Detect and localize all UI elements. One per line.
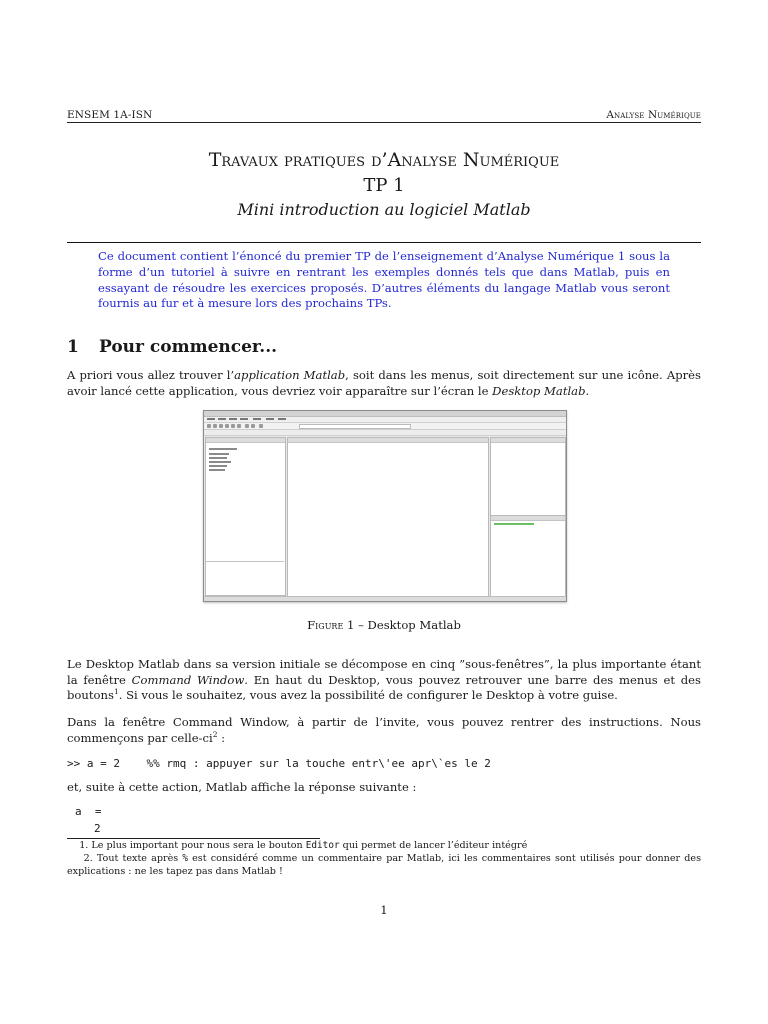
- text-run: Le plus important pour nous sera le bouton: [88, 840, 306, 851]
- title-rule: [67, 242, 701, 243]
- screenshot-details-divider: [205, 561, 284, 562]
- text-run: :: [217, 730, 226, 745]
- emphasis-command-window: Command Window: [131, 672, 245, 687]
- screenshot-status-bar: [204, 596, 566, 601]
- text-run: A priori vous allez trouver l’: [67, 368, 235, 382]
- section-heading: [67, 337, 277, 357]
- text-run: Dans la fenêtre Command Window, à partir de l’invite, vous pouvez rentrer des instructions. Nous commençons par celle-ci: [67, 715, 701, 745]
- header-rule: [67, 122, 701, 123]
- paragraph-response: et, suite à cette action, Matlab affiche la réponse suivante :: [67, 780, 417, 794]
- text-run: est considéré comme un commentaire par Matlab, ici les commentaires sont utilisés pour donner des explications : ne les tapez pas dans Matlab !: [67, 853, 702, 877]
- paragraph-command-window: [67, 715, 701, 746]
- figure-caption: [67, 618, 701, 632]
- text-run: qui permet de lancer l’éditeur intégré: [339, 840, 528, 851]
- footnote-rule: [67, 838, 320, 839]
- running-header-left: ENSEM 1A-ISN: [67, 109, 153, 121]
- paragraph-intro: [67, 368, 701, 399]
- document-title: Travaux pratiques d’Analyse Numérique: [208, 149, 560, 171]
- document-subtitle: Mini introduction au logiciel Matlab: [237, 200, 531, 219]
- code-output-line-1: a =: [75, 805, 102, 818]
- section-title: Pour commencer...: [99, 337, 278, 357]
- paragraph-desktop: [67, 657, 701, 704]
- text-run: .: [585, 383, 590, 398]
- code-editor-button-name: Editor: [305, 840, 340, 851]
- footnote-ref-2[interactable]: 2: [212, 729, 218, 739]
- caption-text: Desktop Matlab: [367, 618, 461, 632]
- footnote-number: 2.: [83, 853, 93, 864]
- screenshot-shortcuts-bar: [204, 430, 566, 436]
- screenshot-command-window: [287, 437, 489, 599]
- caption-separator: –: [354, 618, 368, 632]
- emphasis-desktop-matlab: Desktop Matlab: [492, 383, 586, 398]
- abstract: Ce document contient l’énoncé du premier TP de l’enseignement d’Analyse Numérique 1 sous la forme d’un tutoriel à suivre en rentrant les exemples donnés tels que dans Matlab, puis en essayant de résoudre les exercices proposés. D’autres éléments du langage Matlab vous seront fournis au fur et à mesure lors des prochains TPs.: [98, 249, 670, 311]
- matlab-desktop-screenshot: [203, 410, 567, 602]
- figure-label: Figure 1: [307, 618, 355, 632]
- document-tp-number: TP 1: [363, 175, 405, 196]
- text-run: , soit dans les menus, soit directement sur une icône. Après avoir lancé cette application, vous devriez voir apparaître sur l’écran le: [67, 368, 701, 398]
- screenshot-command-history-pane: [490, 515, 566, 599]
- code-input-line: >> a = 2 %% rmq : appuyer sur la touche entr\'ee apr\`es le 2: [67, 757, 491, 770]
- screenshot-workspace-pane: [490, 437, 566, 519]
- footnote-2: [67, 853, 701, 879]
- screenshot-current-folder-field: [299, 424, 411, 429]
- text-run: Tout texte après: [92, 853, 183, 864]
- screenshot-toolbar: [204, 423, 566, 430]
- text-run: Le Desktop Matlab dans sa version initiale se décompose en cinq ”sous-fenêtres”, la plus importante étant la fenêtre: [67, 657, 701, 687]
- code-output-line-2: 2: [94, 822, 101, 835]
- footnote-ref-1[interactable]: 1: [113, 687, 119, 697]
- footnote-number: 1.: [79, 840, 89, 851]
- section-number: 1: [67, 337, 79, 357]
- emphasis-application-matlab: application Matlab: [234, 368, 346, 382]
- text-run: . Si vous le souhaitez, vous avez la possibilité de configurer le Desktop à votre guise.: [118, 688, 618, 703]
- running-header-right: Analyse Numérique: [606, 109, 701, 121]
- code-comment-symbol: %: [182, 853, 188, 864]
- footnote-1: [67, 840, 701, 853]
- screenshot-current-folder-pane: [205, 437, 286, 596]
- page-number: 1: [380, 903, 388, 917]
- text-run: . En haut du Desktop, vous pouvez retrouver une barre des menus et des boutons: [67, 672, 701, 703]
